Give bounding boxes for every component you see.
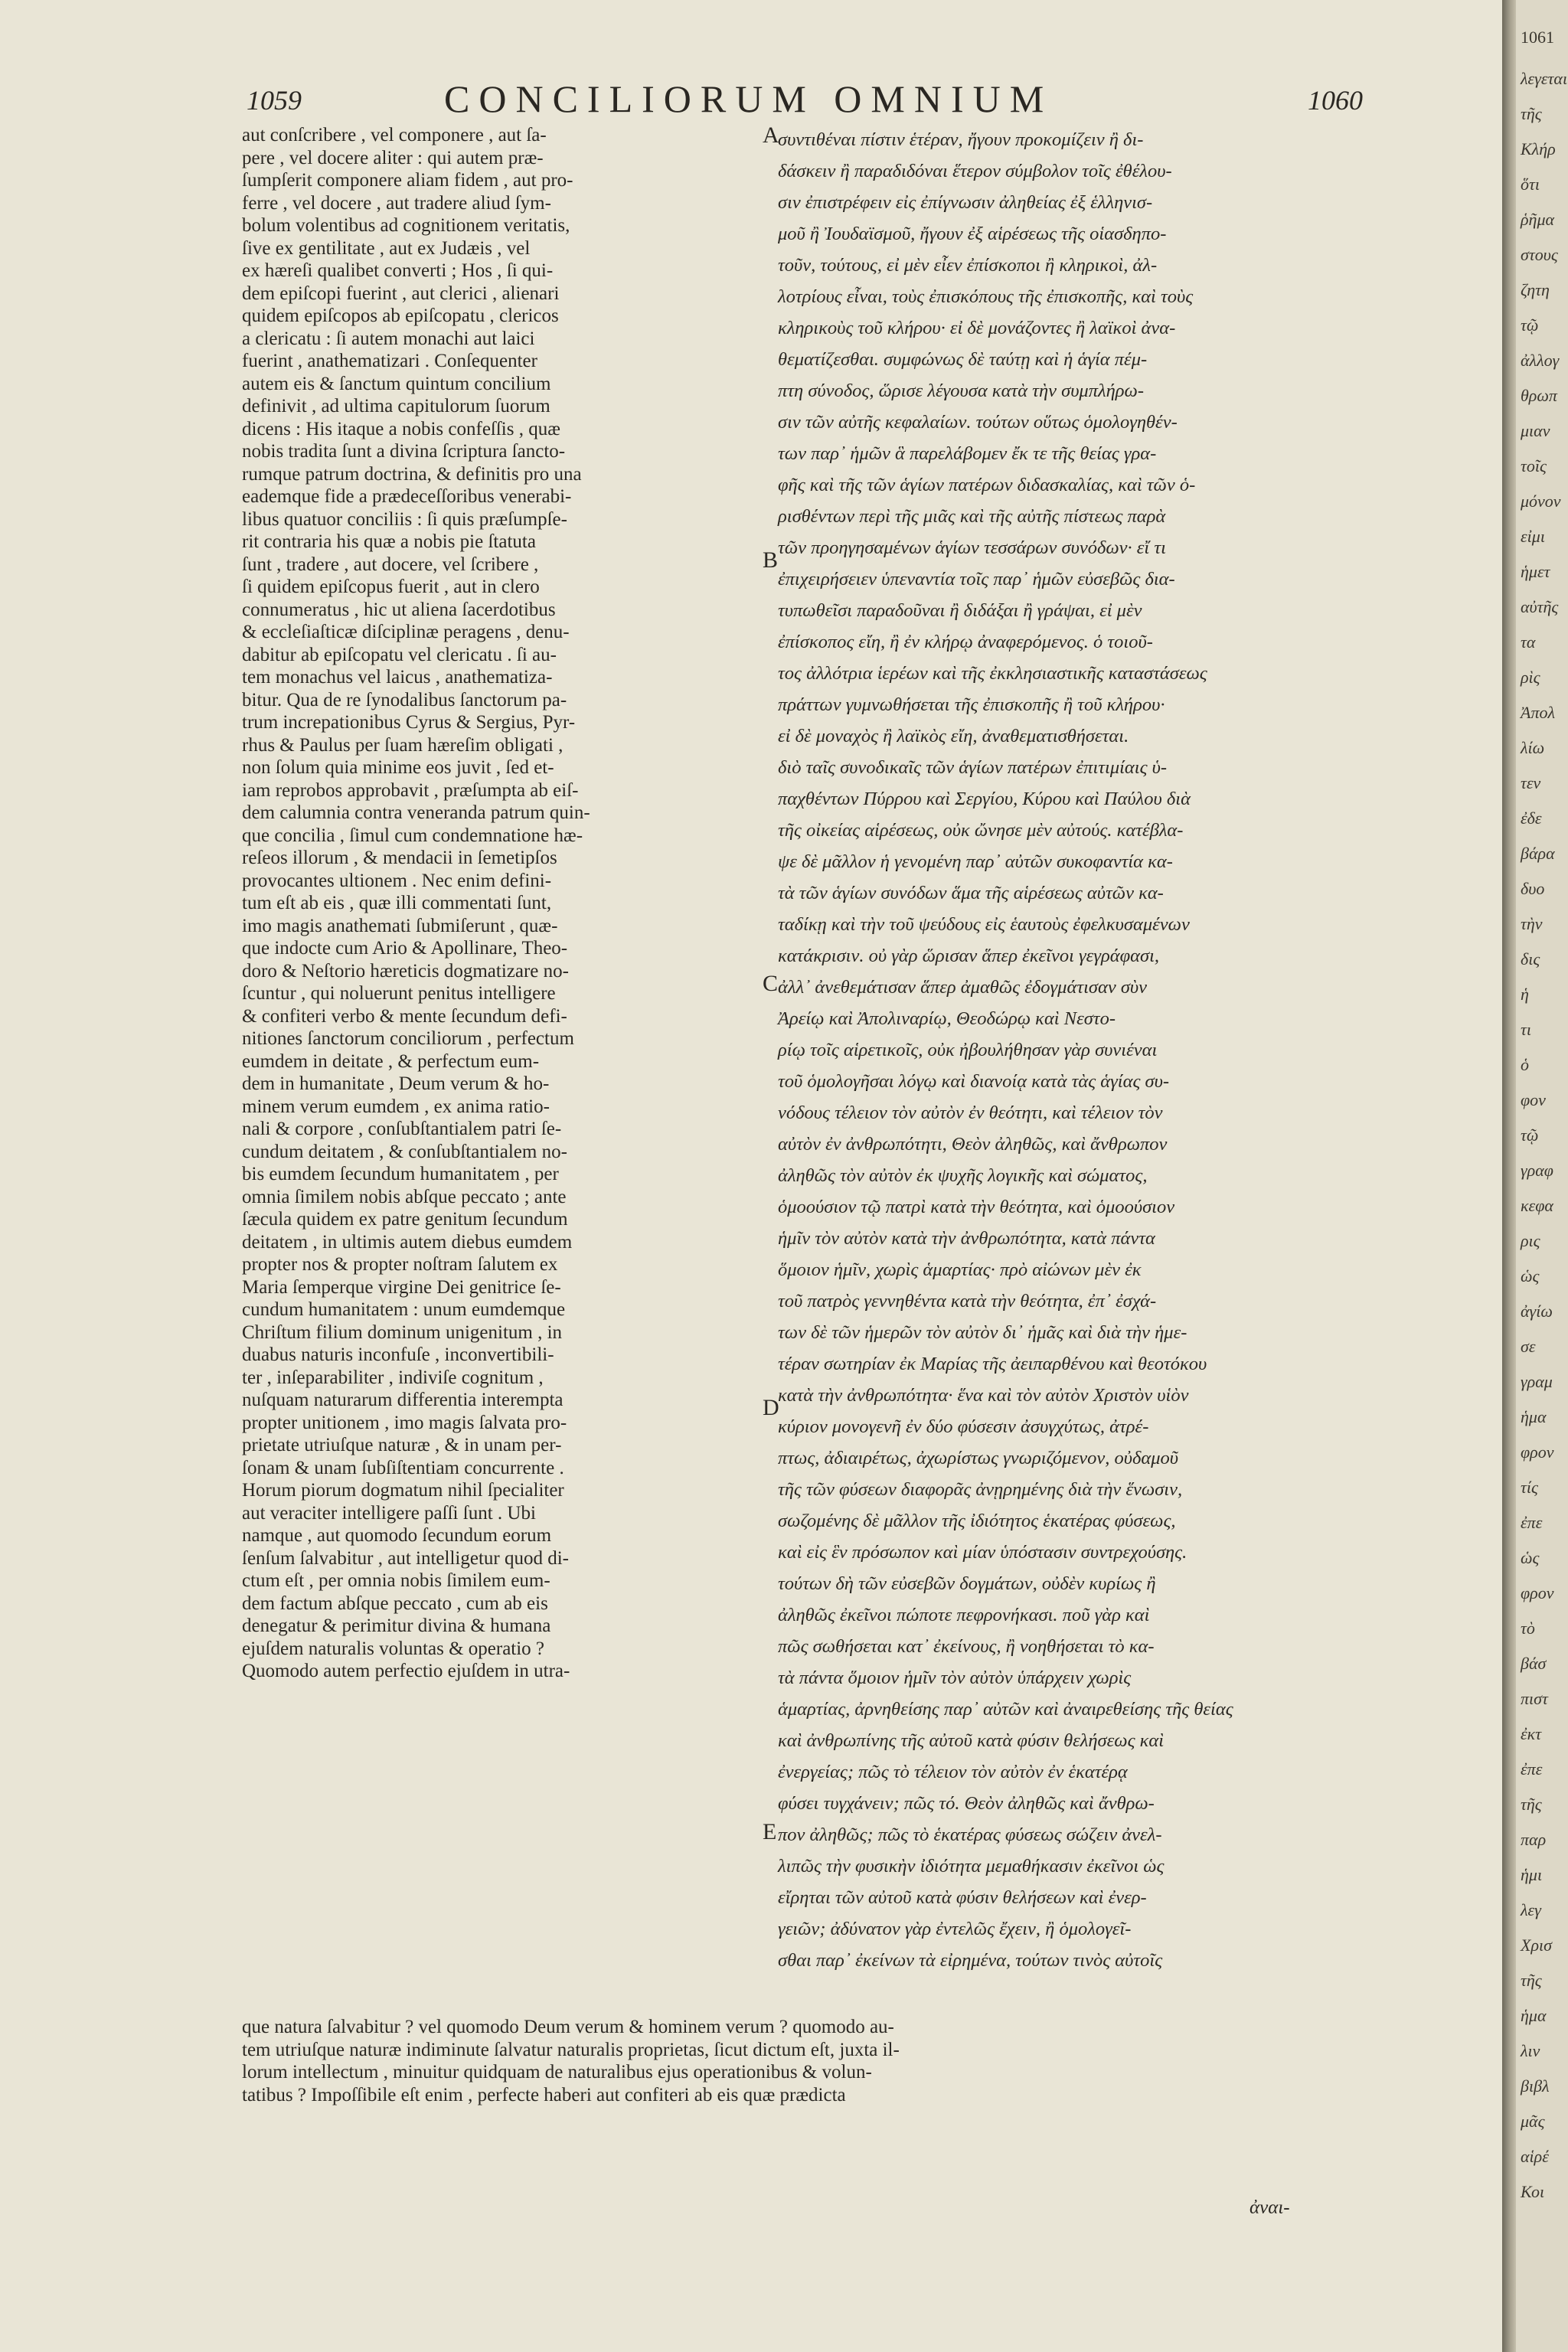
greek-line: δάσκειν ἢ παραδιδόναι ἕτερον σύμβολον τοῖς ἐθέλου- bbox=[778, 161, 1172, 181]
adjacent-page-fragment: ὡς bbox=[1521, 1548, 1540, 1567]
running-title: CONCILIORUM OMNIUM bbox=[444, 77, 1054, 120]
greek-line: τοῦν, τούτους, εἰ μὲν εἶεν ἐπίσκοποι ἢ κληρικοὶ, ἀλ- bbox=[778, 255, 1158, 276]
greek-line: ταδίκῃ καὶ τὴν τοῦ ψεύδους εἰς ἑαυτοὺς ἐφελκυσαμένων bbox=[778, 914, 1190, 935]
page-number-right: 1060 bbox=[1308, 85, 1363, 116]
adjacent-page-fragment: θρωπ bbox=[1521, 386, 1557, 405]
bottom-line: tem utriuſque naturæ indiminute ſalvatur naturalis proprietas, ſicut dictum eſt, juxta il- bbox=[242, 2039, 900, 2060]
latin-line: ctum eſt , per omnia nobis ſimilem eum- bbox=[242, 1570, 550, 1591]
adjacent-page-fragment: μιαν bbox=[1521, 421, 1550, 440]
latin-line: pere , vel docere aliter : qui autem præ- bbox=[242, 147, 544, 168]
greek-line: ἁμαρτίας, ἀρνηθείσης παρ᾽ αὐτῶν καὶ ἀναιρεθείσης τῆς θείας bbox=[778, 1699, 1233, 1720]
adjacent-page-fragment: ἐπε bbox=[1521, 1513, 1543, 1532]
section-mark-e: E bbox=[763, 1819, 777, 1844]
section-mark-a: A bbox=[763, 122, 779, 148]
section-mark-c: C bbox=[763, 971, 779, 996]
greek-line: ρίῳ τοῖς αἱρετικοῖς, οὐκ ἠβουλήθησαν γὰρ συνιέναι bbox=[778, 1040, 1158, 1060]
adjacent-page-fragment: δις bbox=[1521, 949, 1540, 969]
greek-line: ψε δὲ μᾶλλον ἡ γενομένη παρ᾽ αὐτῶν συκοφαντία κα- bbox=[778, 851, 1173, 872]
greek-line: τυπωθεῖσι παραδοῦναι ἢ διδάξαι ἢ γράψαι, εἰ μὲν bbox=[778, 600, 1142, 621]
latin-line: ex hæreſi qualibet converti ; Hos , ſi qui- bbox=[242, 260, 554, 281]
adjacent-page-fragment: Χρισ bbox=[1521, 1936, 1552, 1955]
latin-line: tum eſt ab eis , quæ illi commentati ſunt, bbox=[242, 893, 552, 913]
greek-line: εἴρηται τῶν αὐτοῦ κατὰ φύσιν θελήσεων καὶ ἐνερ- bbox=[778, 1887, 1147, 1908]
greek-line: τοῦ ὁμολογῆσαι λόγῳ καὶ διανοίᾳ κατὰ τὰς ἁγίας συ- bbox=[778, 1071, 1169, 1092]
adjacent-page-fragment: ὁ bbox=[1521, 1055, 1529, 1074]
greek-line: των παρ᾽ ἡμῶν ἃ παρελάβομεν ἔκ τε τῆς θείας γρα- bbox=[778, 443, 1157, 464]
greek-line: συντιθέναι πίστιν ἑτέραν, ἤγουν προκομίζειν ἢ δι- bbox=[778, 129, 1144, 150]
adjacent-page-fragment: ἐπε bbox=[1521, 1759, 1543, 1779]
greek-line: φύσει τυγχάνειν; πῶς τό. Θεὸν ἀληθῶς καὶ ἄνθρω- bbox=[778, 1793, 1155, 1814]
latin-line: bitur. Qua de re ſynodalibus ſanctorum pa- bbox=[242, 689, 567, 710]
adjacent-page-number: 1061 bbox=[1521, 28, 1554, 47]
latin-line: duabus naturis inconfuſe , inconvertibili- bbox=[242, 1344, 554, 1365]
latin-line: rit contraria his quæ a nobis pie ſtatuta bbox=[242, 531, 536, 552]
section-mark-d: D bbox=[763, 1395, 779, 1420]
adjacent-page-fragment: ἐκτ bbox=[1521, 1724, 1542, 1743]
latin-line: prietate utriuſque naturæ , & in unam per- bbox=[242, 1435, 562, 1455]
greek-line: νόδους τέλειον τὸν αὐτὸν ἐν θεότητι, καὶ τέλειον τὸν bbox=[778, 1102, 1163, 1123]
adjacent-page-fragment: τίς bbox=[1521, 1478, 1538, 1497]
adjacent-page-fragment: Κοι bbox=[1521, 2182, 1545, 2201]
greek-line: ἐπιχειρήσειεν ὑπεναντία τοῖς παρ᾽ ἡμῶν εὐσεβῶς δια- bbox=[778, 569, 1175, 590]
adjacent-page-fragment: τοῖς bbox=[1521, 456, 1547, 475]
adjacent-page-fragment: βιβλ bbox=[1521, 2076, 1550, 2096]
greek-line: παχθέντων Πύρρου καὶ Σεργίου, Κύρου καὶ Παύλου διὰ bbox=[778, 789, 1191, 809]
greek-line: σιν τῶν αὐτῆς κεφαλαίων. τούτων οὕτως ὁμολογηθέν- bbox=[778, 412, 1178, 433]
adjacent-page-fragment: ῥῆμα bbox=[1521, 210, 1555, 229]
adjacent-page-fragment: ἡ bbox=[1521, 985, 1529, 1004]
latin-line: dem epiſcopi fuerint , aut clerici , alienari bbox=[242, 283, 560, 304]
latin-line: ejuſdem naturalis voluntas & operatio ? bbox=[242, 1638, 545, 1659]
latin-line: namque , aut quomodo ſecundum eorum bbox=[242, 1525, 552, 1546]
latin-column bbox=[242, 124, 760, 1683]
latin-line: propter unitionem , imo magis ſalvata pro- bbox=[242, 1412, 567, 1433]
greek-line: κατὰ τὴν ἀνθρωπότητα· ἕνα καὶ τὸν αὐτὸν Χριστὸν υἱὸν bbox=[778, 1385, 1189, 1406]
full-width-text bbox=[242, 2016, 1421, 2106]
greek-line: τῶν προηγησαμένων ἁγίων τεσσάρων συνόδων· εἴ τι bbox=[778, 537, 1166, 558]
greek-line: των δὲ τῶν ἡμερῶν τὸν αὐτὸν δι᾽ ἡμᾶς καὶ διὰ τὴν ἡμε- bbox=[778, 1322, 1187, 1343]
adjacent-page-fragment: τὴν bbox=[1521, 914, 1543, 933]
page-number-left: 1059 bbox=[247, 85, 302, 116]
greek-line: σιν ἐπιστρέφειν εἰς ἐπίγνωσιν ἀληθείας ἐξ ἑλληνισ- bbox=[778, 192, 1153, 213]
latin-line: que concilia , ſimul cum condemnatione hæ- bbox=[242, 825, 583, 846]
greek-line: διὸ ταῖς συνοδικαῖς τῶν ἁγίων πατέρων ἐπιτιμίαις ὑ- bbox=[778, 757, 1168, 778]
latin-line: imo magis anathemati ſubmiſerunt , quæ- bbox=[242, 915, 558, 936]
greek-line: αὐτὸν ἐν ἀνθρωπότητι, Θεὸν ἀληθῶς, καὶ ἄνθρωπον bbox=[778, 1134, 1168, 1155]
adjacent-page-fragment: αἱρέ bbox=[1521, 2147, 1549, 2166]
greek-line: τούτων δὴ τῶν εὐσεβῶν δογμάτων, οὐδὲν κυρίως ἢ bbox=[778, 1573, 1156, 1594]
greek-line: ἀληθῶς τὸν αὐτὸν ἐκ ψυχῆς λογικῆς καὶ σώματος, bbox=[778, 1165, 1148, 1186]
adjacent-page-fragment: βάσ bbox=[1521, 1654, 1547, 1673]
catchword: ἀναι- bbox=[1250, 2197, 1290, 2218]
adjacent-page-fragment: τῆς bbox=[1521, 1795, 1542, 1814]
latin-line: nali & corpore , conſubſtantialem patri ſe- bbox=[242, 1119, 562, 1139]
latin-line: ferre , vel docere , aut tradere aliud ſym- bbox=[242, 192, 551, 214]
adjacent-page-fragment: αὐτῆς bbox=[1521, 597, 1559, 616]
greek-line: μοῦ ἢ Ἰουδαϊσμοῦ, ἤγουν ἐξ αἱρέσεως τῆς οἱασδηπο- bbox=[778, 224, 1167, 244]
latin-line: ſcuntur , qui noluerunt penitus intelligere bbox=[242, 983, 556, 1004]
adjacent-page-fragment: στους bbox=[1521, 245, 1558, 264]
latin-line: bis eumdem ſecundum humanitatem , per bbox=[242, 1164, 559, 1184]
adjacent-page-fragment: παρ bbox=[1521, 1830, 1547, 1849]
latin-line: propter nos & propter noſtram ſalutem ex bbox=[242, 1254, 558, 1275]
adjacent-page-fragment: τῷ bbox=[1521, 315, 1539, 335]
adjacent-page-fragment: ἡμα bbox=[1521, 2006, 1547, 2025]
latin-line: fuerint , anathematizari . Conſequenter bbox=[242, 351, 537, 371]
greek-line: ὅμοιον ἡμῖν, χωρὶς ἁμαρτίας· πρὸ αἰώνων μὲν ἐκ bbox=[778, 1259, 1142, 1280]
adjacent-page-edge bbox=[1516, 0, 1568, 2352]
latin-line: eademque fide a prædeceſſoribus venerabi- bbox=[242, 486, 572, 507]
adjacent-page-fragment: φον bbox=[1521, 1090, 1546, 1109]
latin-line: dem factum abſque peccato , cum ab eis bbox=[242, 1592, 548, 1614]
greek-line: ρισθέντων περὶ τῆς μιᾶς καὶ τῆς αὐτῆς πίστεως παρὰ bbox=[778, 506, 1166, 527]
greek-line: πτη σύνοδος, ὥρισε λέγουσα κατὰ τὴν συμπλήρω- bbox=[778, 381, 1144, 401]
latin-line: ſenſum ſalvabitur , aut intelligetur quod di- bbox=[242, 1547, 569, 1569]
latin-line: ſumpſerit componere aliam fidem , aut pro- bbox=[242, 170, 573, 191]
latin-line: trum increpationibus Cyrus & Sergius, Pyr- bbox=[242, 712, 576, 733]
greek-line: τῆς οἰκείας αἱρέσεως, οὐκ ὤνησε μὲν αὐτούς. κατέβλα- bbox=[778, 820, 1184, 841]
adjacent-page-fragment: ρὶς bbox=[1521, 668, 1540, 687]
adjacent-page-fragment: τῆς bbox=[1521, 1971, 1542, 1990]
bottom-line: lorum intellectum , minuitur quidquam de naturalibus ejus operationibus & volun- bbox=[242, 2062, 872, 2082]
greek-line: λοτρίους εἶναι, τοὺς ἐπισκόπους τῆς ἐπισκοπῆς, καὶ τοὺς bbox=[778, 286, 1194, 307]
greek-line: ὁμοούσιον τῷ πατρὶ κατὰ τὴν θεότητα, καὶ ὁμοούσιον bbox=[778, 1197, 1175, 1217]
adjacent-page-fragment: τῆς bbox=[1521, 104, 1542, 123]
latin-line: minem verum eumdem , ex anima ratio- bbox=[242, 1096, 550, 1117]
latin-line: dicens : His itaque a nobis confeſſis , quæ bbox=[242, 418, 560, 439]
adjacent-page-fragment: κεφα bbox=[1521, 1196, 1553, 1215]
latin-line: eumdem in deitate , & perfectum eum- bbox=[242, 1050, 540, 1072]
latin-line: ſive ex gentilitate , aut ex Judæis , vel bbox=[242, 237, 531, 259]
adjacent-page-fragment: ζητη bbox=[1521, 280, 1550, 299]
latin-line: libus quatuor conciliis : ſi quis præſumpſe- bbox=[242, 508, 567, 530]
adjacent-page-fragment: ἀλλογ bbox=[1521, 351, 1560, 370]
greek-line: καὶ ἀνθρωπίνης τῆς αὐτοῦ κατὰ φύσιν θελήσεως καὶ bbox=[778, 1730, 1165, 1751]
latin-line: ſunt , tradere , aut docere, vel ſcribere , bbox=[242, 554, 539, 575]
latin-line: connumeratus , hic ut aliena ſacerdotibus bbox=[242, 599, 556, 620]
greek-line: πον ἀληθῶς; πῶς τὸ ἑκατέρας φύσεως σώζειν ἀνελ- bbox=[778, 1824, 1162, 1845]
adjacent-page-fragment: δυο bbox=[1521, 879, 1545, 898]
adjacent-page-fragment: σε bbox=[1521, 1337, 1536, 1356]
latin-line: omnia ſimilem nobis abſque peccato ; ante bbox=[242, 1186, 567, 1207]
adjacent-page-fragment: ἐδε bbox=[1521, 808, 1542, 828]
latin-line: tem monachus vel laicus , anathematiza- bbox=[242, 667, 553, 688]
bottom-line: que natura ſalvabitur ? vel quomodo Deum verum & hominem verum ? quomodo au- bbox=[242, 2017, 894, 2037]
bottom-line: tatibus ? Impoſſibile eſt enim , perfecte haberi aut confiteri ab eis quæ prædicta bbox=[242, 2084, 846, 2105]
greek-line: κύριον μονογενῆ ἐν δύο φύσεσιν ἀσυγχύτως, ἀτρέ- bbox=[778, 1416, 1149, 1437]
latin-line: a clericatu : ſi autem monachi aut laici bbox=[242, 328, 535, 349]
latin-line: & eccleſiaſticæ diſciplinæ peragens , denu- bbox=[242, 622, 570, 642]
book-gutter bbox=[1502, 0, 1516, 2352]
greek-line: λιπῶς τὴν φυσικὴν ἰδιότητα μεμαθήκασιν ἐκεῖνοι ὡς bbox=[778, 1856, 1165, 1877]
adjacent-page-fragment: τι bbox=[1521, 1020, 1531, 1039]
adjacent-page-fragment: γραφ bbox=[1521, 1161, 1553, 1180]
adjacent-page-fragment: ἡμα bbox=[1521, 1407, 1547, 1426]
latin-line: ſæcula quidem ex patre genitum ſecundum bbox=[242, 1209, 568, 1230]
latin-line: provocantes ultionem . Nec enim defini- bbox=[242, 870, 552, 891]
greek-line: σωζομένης δὲ μᾶλλον τῆς ἰδιότητος ἑκατέρας φύσεως, bbox=[778, 1511, 1176, 1531]
latin-line: rumque patrum doctrina, & definitis pro una bbox=[242, 463, 582, 485]
adjacent-page-fragment: Κλήρ bbox=[1521, 139, 1556, 158]
latin-line: aut veraciter intelligere paſſi ſunt . Ubi bbox=[242, 1502, 536, 1524]
adjacent-page-fragment: λιν bbox=[1521, 2041, 1540, 2060]
adjacent-page-fragment: λεγεται bbox=[1521, 69, 1568, 88]
greek-line: τῆς τῶν φύσεων διαφορᾶς ἀνῃρημένης διὰ τὴν ἕνωσιν, bbox=[778, 1479, 1183, 1500]
greek-line: τὰ πάντα ὅμοιον ἡμῖν τὸν αὐτὸν ὑπάρχειν χωρὶς bbox=[778, 1668, 1132, 1688]
latin-line: ter , inſeparabiliter , indiviſe cognitum , bbox=[242, 1367, 544, 1388]
latin-line: & confiteri verbo & mente ſecundum defi- bbox=[242, 1005, 567, 1027]
adjacent-page-fragment: λεγ bbox=[1521, 1900, 1541, 1919]
adjacent-page-fragment: πιστ bbox=[1521, 1689, 1548, 1708]
greek-line: τος ἀλλότρια ἱερέων καὶ τῆς ἐκκλησιαστικῆς καταστάσεως bbox=[778, 663, 1207, 684]
adjacent-page-fragment: φρον bbox=[1521, 1442, 1554, 1462]
greek-line: καὶ εἰς ἓν πρόσωπον καὶ μίαν ὑπόστασιν συντρεχούσης. bbox=[778, 1542, 1187, 1563]
greek-line: τέραν σωτηρίαν ἐκ Μαρίας τῆς ἀειπαρθένου καὶ θεοτόκου bbox=[778, 1354, 1207, 1374]
adjacent-page-fragment: τεν bbox=[1521, 773, 1541, 792]
latin-line: bolum volentibus ad cognitionem veritatis, bbox=[242, 215, 570, 236]
latin-line: denegatur & perimitur divina & humana bbox=[242, 1615, 551, 1636]
adjacent-page-fragment: ἀγίω bbox=[1521, 1302, 1553, 1321]
latin-line: deitatem , in ultimis autem diebus eumdem bbox=[242, 1231, 573, 1253]
latin-line: dem in humanitate , Deum verum & ho- bbox=[242, 1073, 550, 1094]
adjacent-page-fragment: τα bbox=[1521, 632, 1536, 652]
adjacent-page-fragment: τὸ bbox=[1521, 1619, 1535, 1638]
latin-line: iam reprobos approbavit , præſumpta ab eiſ- bbox=[242, 779, 579, 801]
adjacent-page-fragment: βάρα bbox=[1521, 844, 1555, 863]
latin-line: cundum deitatem , & conſubſtantialem no- bbox=[242, 1141, 567, 1162]
greek-line: κληρικοὺς τοῦ κλήρου· εἰ δὲ μονάζοντες ἢ λαϊκοὶ ἀνα- bbox=[778, 318, 1176, 338]
greek-line: ἡμῖν τὸν αὐτὸν κατὰ τὴν ἀνθρωπότητα, κατὰ πάντα bbox=[778, 1228, 1155, 1249]
greek-line: φῆς καὶ τῆς τῶν ἁγίων πατέρων διδασκαλίας, καὶ τῶν ὁ- bbox=[778, 475, 1196, 495]
greek-line: πράττων γυμνωθήσεται τῆς ἐπισκοπῆς ἢ τοῦ κλήρου· bbox=[778, 694, 1165, 715]
latin-line: ſi quidem epiſcopus fuerit , aut in clero bbox=[242, 577, 540, 597]
adjacent-page-fragment: ἡμι bbox=[1521, 1865, 1543, 1884]
latin-line: nitiones ſanctorum conciliorum , perfectum bbox=[242, 1028, 574, 1049]
greek-column bbox=[778, 124, 1415, 1976]
latin-line: reſeos illorum , & mendacii in ſemetipſos bbox=[242, 848, 557, 868]
latin-line: nobis tradita ſunt a divina ſcriptura ſancto- bbox=[242, 441, 566, 462]
adjacent-page-fragment: λίω bbox=[1521, 738, 1545, 757]
greek-line: θεματίζεσθαι. συμφώνως δὲ ταύτῃ καὶ ἡ ἁγία πέμ- bbox=[778, 349, 1148, 370]
latin-line: aut conſcribere , vel componere , aut ſa- bbox=[242, 125, 547, 145]
latin-line: definivit , ad ultima capitulorum ſuorum bbox=[242, 396, 550, 416]
adjacent-page-fragment: γραμ bbox=[1521, 1372, 1553, 1391]
adjacent-page-fragment: μόνον bbox=[1521, 492, 1561, 511]
greek-line: τοῦ πατρὸς γεννηθέντα κατὰ τὴν θεότητα, ἐπ᾽ ἐσχά- bbox=[778, 1291, 1157, 1312]
latin-line: Maria ſemperque virgine Dei genitrice ſe- bbox=[242, 1276, 561, 1298]
latin-line: Quomodo autem perfectio ejuſdem in utra- bbox=[242, 1661, 570, 1681]
latin-line: rhus & Paulus per ſuam hæreſim obligati , bbox=[242, 734, 564, 756]
greek-line: πῶς σωθήσεται κατ᾽ ἐκείνους, ἢ νοηθήσεται τὸ κα- bbox=[778, 1636, 1155, 1657]
latin-line: que indocte cum Ario & Apollinare, Theo- bbox=[242, 938, 568, 959]
greek-line: γειῶν; ἀδύνατον γὰρ ἐντελῶς ἔχειν, ἢ ὁμολογεῖ- bbox=[778, 1919, 1132, 1939]
adjacent-page-fragment: Ἀπολ bbox=[1521, 703, 1555, 722]
adjacent-page-fragment: ὡς bbox=[1521, 1266, 1540, 1285]
greek-line: ἀληθῶς ἐκεῖνοι πώποτε πεφρονήκασι. ποῦ γὰρ καὶ bbox=[778, 1605, 1150, 1625]
adjacent-page-fragment: ὅτι bbox=[1521, 175, 1540, 194]
greek-line: ἀλλ᾽ ἀνεθεμάτισαν ἅπερ ἀμαθῶς ἐδογμάτισαν σὺν bbox=[778, 977, 1148, 998]
latin-line: quidem epiſcopos ab epiſcopatu , clericos bbox=[242, 305, 559, 326]
greek-line: τὰ τῶν ἁγίων συνόδων ἅμα τῆς αἱρέσεως αὐτῶν κα- bbox=[778, 883, 1164, 903]
greek-line: ἐνεργείας; πῶς τὸ τέλειον τὸν αὐτὸν ἐν ἑκατέρᾳ bbox=[778, 1762, 1128, 1782]
latin-line: cundum humanitatem : unum eumdemque bbox=[242, 1299, 566, 1320]
greek-line: σθαι παρ᾽ ἐκείνων τὰ εἰρημένα, τούτων τινὸς αὐτοῖς bbox=[778, 1950, 1163, 1971]
latin-line: dem calumnia contra veneranda patrum quin- bbox=[242, 802, 590, 823]
latin-line: nuſquam naturarum differentia interempta bbox=[242, 1390, 564, 1410]
latin-line: ſonam & unam ſubſiſtentiam concurrente . bbox=[242, 1457, 564, 1478]
adjacent-page-fragment: τῷ bbox=[1521, 1125, 1539, 1145]
latin-line: Chriſtum filium dominum unigenitum , in bbox=[242, 1321, 563, 1343]
adjacent-page-fragment: φρον bbox=[1521, 1583, 1554, 1602]
latin-line: dabitur ab epiſcopatu vel clericatu . ſi au- bbox=[242, 644, 557, 665]
latin-line: Horum piorum dogmatum nihil ſpecialiter bbox=[242, 1480, 564, 1501]
adjacent-page-fragment: μᾶς bbox=[1521, 2112, 1545, 2131]
greek-line: εἰ δὲ μοναχὸς ἢ λαϊκὸς εἴη, ἀναθεματισθήσεται. bbox=[778, 726, 1129, 746]
greek-line: πτως, ἀδιαιρέτως, ἀχωρίστως γνωριζόμενον, οὐδαμοῦ bbox=[778, 1448, 1179, 1468]
greek-line: ἐπίσκοπος εἴη, ἢ ἐν κλήρῳ ἀναφερόμενος. ὁ τοιοῦ- bbox=[778, 632, 1153, 652]
latin-line: non ſolum quia minime eos juvit , ſed et- bbox=[242, 757, 554, 778]
section-mark-b: B bbox=[763, 547, 779, 573]
adjacent-page-fragment: ἡμετ bbox=[1521, 562, 1550, 581]
latin-line: doro & Neſtorio hæreticis dogmatizare no- bbox=[242, 960, 569, 982]
greek-line: κατάκρισιν. οὐ γὰρ ὥρισαν ἅπερ ἐκεῖνοι γεγράφασι, bbox=[778, 946, 1160, 966]
adjacent-page-fragment: εἰμι bbox=[1521, 527, 1545, 546]
latin-line: autem eis & ſanctum quintum concilium bbox=[242, 373, 551, 394]
greek-line: Ἀρείῳ καὶ Ἀπολιναρίῳ, Θεοδώρῳ καὶ Νεστο- bbox=[778, 1008, 1116, 1029]
adjacent-page-fragment: ρις bbox=[1521, 1231, 1540, 1250]
